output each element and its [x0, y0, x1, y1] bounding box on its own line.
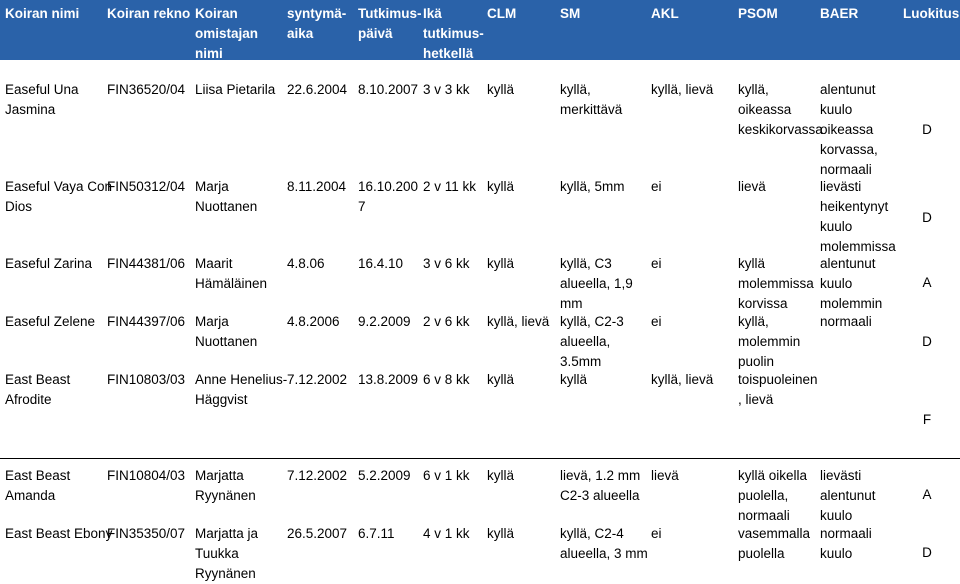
clm-value: kyllä, lievä [487, 314, 550, 329]
clm-value: kyllä [487, 256, 515, 271]
akl-value: ei [651, 314, 662, 329]
owner-name: Liisa Pietarila [195, 82, 276, 97]
exam-date: 8.10.2007 [358, 82, 419, 97]
age-at-exam: 3 v 3 kk [423, 82, 470, 97]
psom-value: kyllä molemmissa korvissa [738, 256, 814, 311]
age-at-exam: 6 v 8 kk [423, 372, 470, 387]
exam-date: 6.7.11 [358, 526, 395, 541]
reg-number: FIN44381/06 [107, 256, 186, 271]
psom-value: toispuoleinen , lievä [738, 372, 818, 407]
header-akl: AKL [651, 6, 679, 21]
header-sm: SM [560, 6, 581, 21]
baer-value: normaali [820, 314, 872, 329]
owner-name: Marjatta ja Tuukka Ryynänen [195, 526, 259, 581]
birth-date: 22.6.2004 [287, 82, 348, 97]
table-header [0, 0, 960, 60]
psom-value: kyllä, molemmin puolin [738, 314, 801, 369]
reg-number: FIN50312/04 [107, 179, 186, 194]
section-divider [0, 458, 960, 459]
exam-date: 13.8.2009 [358, 372, 419, 387]
reg-number: FIN36520/04 [107, 82, 186, 97]
psom-value: kyllä oikella puolella, normaali [738, 468, 808, 523]
owner-name: Maarit Hämäläinen [195, 256, 268, 291]
clm-value: kyllä [487, 372, 515, 387]
clm-value: kyllä [487, 526, 515, 541]
exam-date: 16.4.10 [358, 256, 404, 271]
header-exam-date: Tutkimus- päivä [358, 6, 422, 41]
dog-name: Easeful Vaya Con Dios [5, 179, 113, 214]
clm-value: kyllä [487, 82, 515, 97]
grade-value: A [922, 275, 932, 290]
akl-value: lievä [651, 468, 679, 483]
owner-name: Marja Nuottanen [195, 179, 258, 214]
birth-date: 7.12.2002 [287, 372, 348, 387]
grade-value: F [922, 412, 932, 427]
header-reg: Koiran rekno [107, 6, 191, 21]
baer-value: alentunut kuulo molemmin [820, 256, 883, 311]
sm-value: kyllä, C2-3 alueella, 3.5mm [560, 314, 624, 369]
psom-value: vasemmalla puolella [738, 526, 811, 561]
grade-value: D [922, 210, 932, 225]
reg-number: FIN10803/03 [107, 372, 186, 387]
exam-date: 5.2.2009 [358, 468, 411, 483]
exam-date: 9.2.2009 [358, 314, 411, 329]
birth-date: 7.12.2002 [287, 468, 348, 483]
header-grade: Luokitus [903, 6, 960, 21]
psom-value: lievä [738, 179, 766, 194]
dog-name: Easeful Zarina [5, 256, 93, 271]
akl-value: ei [651, 179, 662, 194]
clm-value: kyllä [487, 179, 515, 194]
grade-value: D [922, 545, 932, 560]
exam-date: 16.10.200 7 [358, 179, 419, 214]
dog-name: Easeful Una Jasmina [5, 82, 79, 117]
birth-date: 4.8.06 [287, 256, 325, 271]
grade-value: D [922, 334, 932, 349]
grade-value: A [922, 487, 932, 502]
dog-name: East Beast Amanda [5, 468, 71, 503]
header-clm: CLM [487, 6, 517, 21]
sm-value: kyllä, C2-4 alueella, 3 mm [560, 526, 648, 561]
baer-value: alentunut kuulo oikeassa korvassa, normaali [820, 82, 878, 177]
akl-value: kyllä, lievä [651, 372, 714, 387]
header-age: Ikä tutkimus- hetkellä [423, 6, 484, 61]
birth-date: 26.5.2007 [287, 526, 348, 541]
header-psom: PSOM [738, 6, 778, 21]
akl-value: ei [651, 526, 662, 541]
age-at-exam: 3 v 6 kk [423, 256, 470, 271]
akl-value: ei [651, 256, 662, 271]
dog-name: East Beast Afrodite [5, 372, 71, 407]
header-owner: Koiran omistajan nimi [195, 6, 259, 61]
baer-value: normaali kuulo [820, 526, 872, 561]
reg-number: FIN10804/03 [107, 468, 186, 483]
owner-name: Anne Henelius- Häggvist [195, 372, 288, 407]
age-at-exam: 2 v 6 kk [423, 314, 470, 329]
baer-value: lievästi heikentynyt kuulo molemmissa [820, 179, 896, 254]
sm-value: kyllä, 5mm [560, 179, 625, 194]
reg-number: FIN35350/07 [107, 526, 186, 541]
owner-name: Marjatta Ryynänen [195, 468, 256, 503]
clm-value: kyllä [487, 468, 515, 483]
sm-value: kyllä [560, 372, 588, 387]
psom-value: kyllä, oikeassa keskikorvassa [738, 82, 823, 137]
sm-value: kyllä, merkittävä [560, 82, 623, 117]
grade-value: D [922, 122, 932, 137]
owner-name: Marja Nuottanen [195, 314, 258, 349]
reg-number: FIN44397/06 [107, 314, 186, 329]
sm-value: lievä, 1.2 mm C2-3 alueella [560, 468, 641, 503]
sm-value: kyllä, C3 alueella, 1,9 mm [560, 256, 633, 311]
baer-value: lievästi alentunut kuulo [820, 468, 876, 523]
age-at-exam: 2 v 11 kk [423, 179, 477, 194]
dog-name: East Beast Ebony [5, 526, 113, 541]
age-at-exam: 4 v 1 kk [423, 526, 470, 541]
birth-date: 4.8.2006 [287, 314, 340, 329]
header-born: syntymä- aika [287, 6, 347, 41]
akl-value: kyllä, lievä [651, 82, 714, 97]
age-at-exam: 6 v 1 kk [423, 468, 470, 483]
header-name: Koiran nimi [5, 6, 80, 21]
header-baer: BAER [820, 6, 859, 21]
birth-date: 8.11.2004 [287, 179, 347, 194]
dog-name: Easeful Zelene [5, 314, 96, 329]
